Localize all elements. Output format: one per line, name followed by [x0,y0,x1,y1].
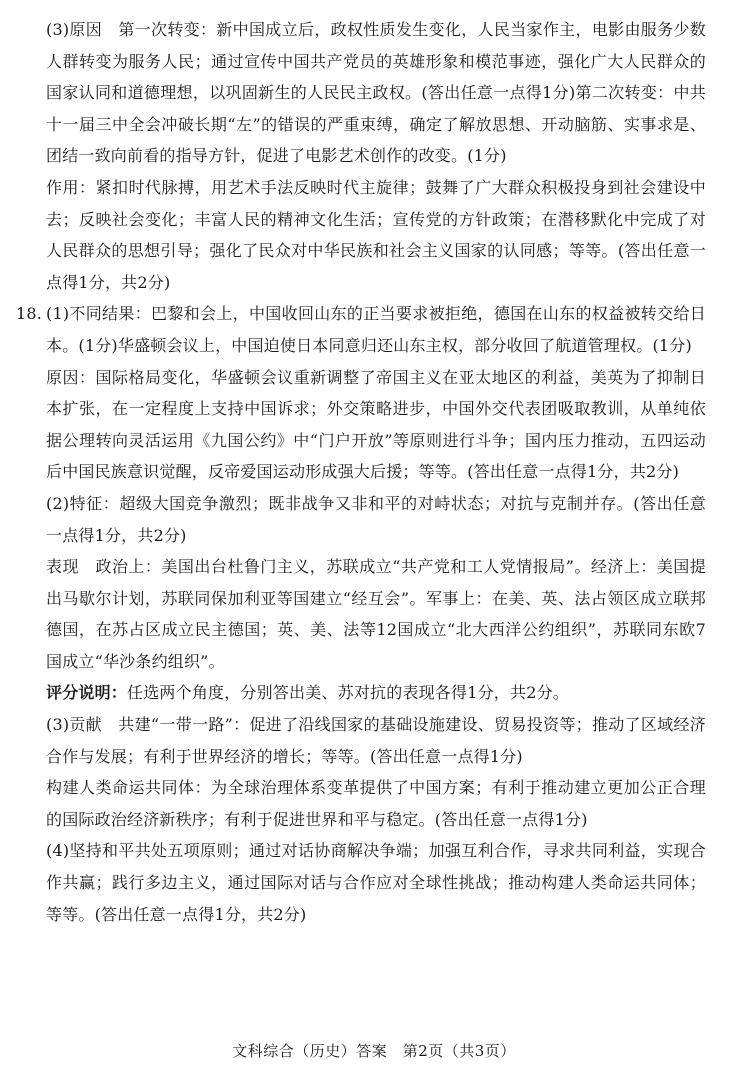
q18-4-paragraph: (4)坚持和平共处五项原则；通过对话协商解决争端；加强互利合作，寻求共同利益，实现合作共赢；践行多边主义，通过国际对话与合作应对全球性挑战；推动构建人类命运共同体；等等。(答出任意一点得1分，共2分) [46,841,706,924]
q17-3-reason-paragraph: (3)原因 第一次转变：新中国成立后，政权性质发生变化，人民当家作主，电影由服务少数人群转变为服务人民；通过宣传中国共产党员的英雄形象和模范事迹，强化广大人民群众的国家认同和道德理想，以巩固新生的人民民主政权。(答出任意一点得1分)第二次转变：中共十一届三中全会冲破长期“左”的错误的严重束缚，确定了解放思想、开动脑筋、实事求是、团结一致向前看的指导方针，促进了电影艺术创作的改变。(1分) [46,20,706,166]
scoring-note-label: 评分说明： [46,683,128,703]
q17-3-effect-paragraph: 作用：紧扣时代脉搏，用艺术手法反映时代主旋律；鼓舞了广大群众积极投身到社会建设中去；反映社会变化；丰富人民的精神文化生活；宣传党的方针政策；在潜移默化中完成了对人民群众的思想引导；强化了民众对中华民族和社会主义国家的认同感；等等。(答出任意一点得1分，共2分) [46,177,706,292]
q18-2-feature-paragraph: (2)特征：超级大国竞争激烈；既非战争又非和平的对峙状态；对抗与克制并存。(答出任意一点得1分，共2分) [46,493,706,545]
q18-2-scoring-note [46,677,706,709]
q18-1-result-text: (1)不同结果：巴黎和会上，中国收回山东的正当要求被拒绝，德国在山东的权益被转交给日本。(1分)华盛顿会议上，中国迫使日本同意归还山东主权，部分收回了航道管理权。(1分) [46,304,706,355]
q18-3-contribution-paragraph: (3)贡献 共建“一带一路”：促进了沿线国家的基础设施建设、贸易投资等；推动了区域经济合作与发展；有利于世界经济的增长；等等。(答出任意一点得1分) [46,715,706,766]
scoring-note-text: 任选两个角度，分别答出美、苏对抗的表现各得1分，共2分。 [127,683,569,703]
question-number: 18. [16,304,43,324]
q18-2-performance-paragraph: 表现 政治上：美国出台杜鲁门主义，苏联成立“共产党和工人党情报局”。经济上：美国提出马歇尔计划，苏联同保加利亚等国建立“经互会”。军事上：在美、英、法占领区成立联邦德国，在苏占区成立民主德国；英、美、法等12国成立“北大西洋公约组织”，苏联同东欧7国成立“华沙条约组织”。 [46,557,706,671]
answer-content [16,14,706,930]
page-footer: 文科综合（历史）答案 第2页（共3页） [232,1042,516,1060]
q18-1-reason-paragraph: 原因：国际格局变化，华盛顿会议重新调整了帝国主义在亚太地区的利益，美英为了抑制日本扩张，在一定程度上支持中国诉求；外交策略进步，中国外交代表团吸取教训，从单纯依据公理转向灵活运用《九国公约》中“门户开放”等原则进行斗争；国内压力推动，五四运动后中国民族意识觉醒，反帝爱国运动形成强大后援；等等。(答出任意一点得1分，共2分) [46,367,706,482]
q18-3-community-paragraph: 构建人类命运共同体：为全球治理体系变革提供了中国方案；有利于推动建立更加公正合理的国际政治经济新秩序；有利于促进世界和平与稳定。(答出任意一点得1分) [46,778,706,829]
q18-1-result-paragraph [16,298,706,361]
